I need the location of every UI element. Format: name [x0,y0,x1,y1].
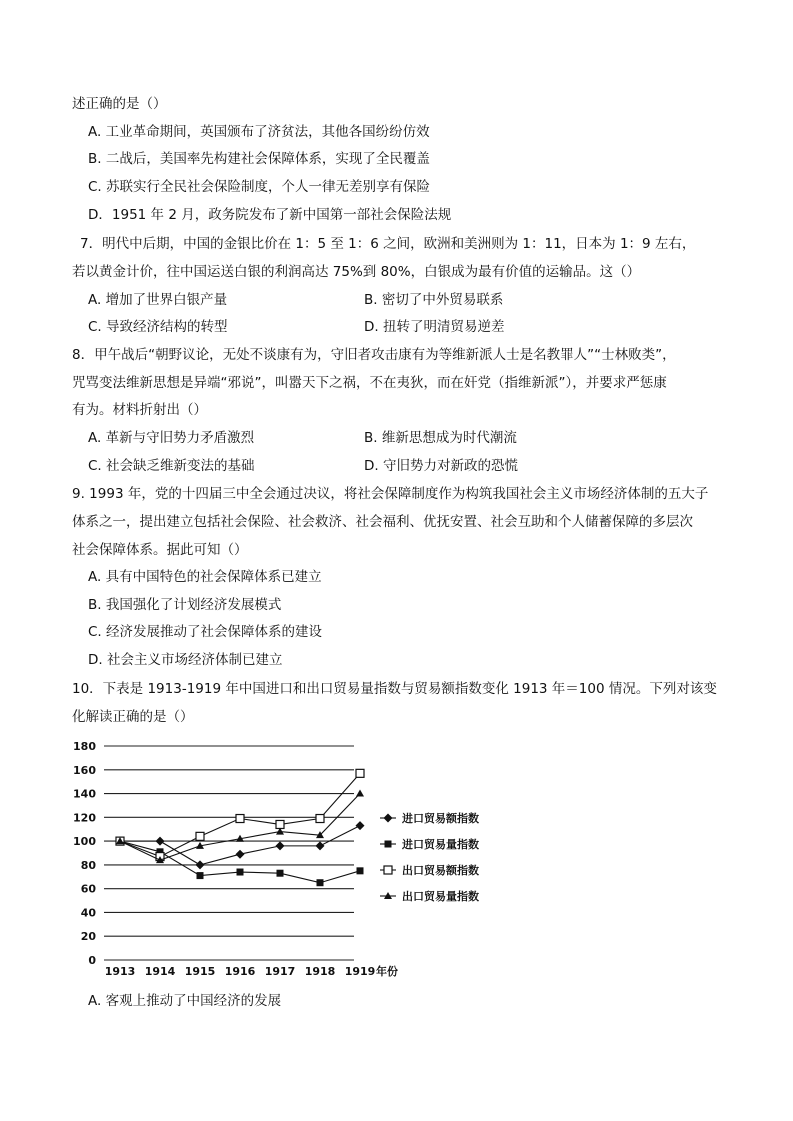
q9-option-a: A. 具有中国特色的社会保障体系已建立 [88,569,322,585]
data-point [197,872,204,879]
data-point [236,850,245,859]
series-square [117,838,364,887]
x-axis-suffix: 年份 [376,965,398,978]
y-tick-label: 140 [73,787,96,801]
y-tick-label: 0 [88,954,96,967]
legend-marker [384,866,392,874]
series-square-open [116,769,364,860]
data-point [196,832,204,840]
chart-legend [380,811,479,903]
x-tick-label: 1918 [304,965,336,978]
data-point [277,870,284,877]
series-line [120,841,360,883]
y-tick-label: 40 [80,906,96,920]
q6-option-b: B. 二战后，美国率先构建社会保障体系，实现了全民覆盖 [88,151,430,167]
y-tick-label: 80 [80,858,96,872]
q8-option-d: D. 守旧势力对新政的恐慌 [364,458,518,474]
legend-marker [384,814,393,823]
grid-lines [104,746,354,960]
q9-stem-line-1: 9. 1993 年，党的十四届三中全会通过决议，将社会保障制度作为构筑我国社会主义市场经济体制的五大子 [72,486,709,502]
legend-label: 进口贸易量指数 [402,838,479,851]
q9-option-b: B. 我国强化了计划经济发展模式 [88,597,282,613]
q8-stem-line-3: 有为。材料折射出（） [72,402,207,418]
q7-stem-line-1: 7．明代中后期，中国的金银比价在 1：5 至 1：6 之间，欧洲和美洲则为 1：11，日本为 1：9 左右， [80,236,696,252]
data-point [356,790,364,797]
legend-item [380,837,479,851]
x-tick-label: 1916 [224,965,256,978]
q9-option-d: D. 社会主义市场经济体制已建立 [88,652,283,668]
data-point [237,869,244,876]
legend-label: 出口贸易量指数 [402,890,479,903]
q8-option-c: C. 社会缺乏维新变法的基础 [88,458,255,474]
q8-option-a: A. 革新与守旧势力矛盾激烈 [88,430,255,446]
data-point [356,821,365,830]
q9-option-c: C. 经济发展推动了社会保障体系的建设 [88,624,323,640]
q8-stem-line-1: 8．甲午战后“朝野议论，无处不谈康有为，守旧者攻击康有为等维新派人士是名教罪人”“士林败类”， [72,347,676,363]
y-tick-label: 20 [80,930,96,944]
q8-stem-line-2: 咒骂变法维新思想是异端“邪说”，叫嚣天下之祸，不在夷狄，而在奸党（指维新派”），并要求严惩康 [72,375,667,391]
y-tick-label: 160 [73,763,96,777]
x-tick-label: 1913 [104,965,136,978]
legend-label: 进口贸易额指数 [402,812,479,825]
q7-option-a: A. 增加了世界白银产量 [88,292,228,308]
x-tick-label: 1914 [144,965,176,978]
trade-index-chart [60,734,530,984]
data-point [316,815,324,823]
q7-option-c: C. 导致经济结构的转型 [88,319,228,335]
y-tick-label: 60 [80,882,96,896]
data-point [356,769,364,777]
q10-stem-line-1: 10．下表是 1913-1919 年中国进口和出口贸易量指数与贸易额指数变化 1913 年＝100 情况。下列对该变 [72,681,717,697]
q7-option-b: B. 密切了中外贸易联系 [364,292,504,308]
x-tick-label: 1915 [184,965,216,978]
q10-option-a: A. 客观上推动了中国经济的发展 [88,993,282,1009]
x-tick-label: 1917 [264,965,296,978]
x-axis-ticks [105,964,398,978]
y-tick-label: 180 [73,740,96,753]
y-tick-label: 120 [73,811,96,825]
series-layer [116,769,365,886]
q6-option-d: D．1951 年 2 月，政务院发布了新中国第一部社会保险法规 [88,207,452,223]
legend-item [380,811,479,825]
data-point [276,820,284,828]
x-tick-label: 1919 [344,965,376,978]
q8-option-b: B. 维新思想成为时代潮流 [364,430,517,446]
legend-label: 出口贸易额指数 [402,864,479,877]
legend-item [380,889,479,903]
data-point [276,841,285,850]
q6-option-a: A. 工业革命期间，英国颁布了济贫法，其他各国纷纷仿效 [88,124,430,140]
q10-stem-line-2: 化解读正确的是（） [72,709,194,725]
data-point [316,841,325,850]
q7-stem-line-2: 若以黄金计价，往中国运送白银的利润高达 75%到 80%，白银成为最有价值的运输品。这（） [72,264,641,280]
q7-option-d: D. 扭转了明清贸易逆差 [364,319,505,335]
data-point [357,867,364,874]
q9-stem-line-3: 社会保障体系。据此可知（） [72,542,248,558]
data-point [236,815,244,823]
data-point [317,879,324,886]
data-point [156,837,165,846]
q6-stem-tail: 述正确的是（） [72,96,167,112]
data-point [196,860,205,869]
legend-item [380,863,479,877]
y-axis-ticks [73,740,96,967]
q6-option-c: C. 苏联实行全民社会保险制度，个人一律无差别享有保险 [88,179,431,195]
legend-marker [385,841,392,848]
q9-stem-line-2: 体系之一，提出建立包括社会保险、社会救济、社会福利、优抚安置、社会互助和个人储蓄保障的多层次 [72,514,693,530]
y-tick-label: 100 [73,835,96,849]
